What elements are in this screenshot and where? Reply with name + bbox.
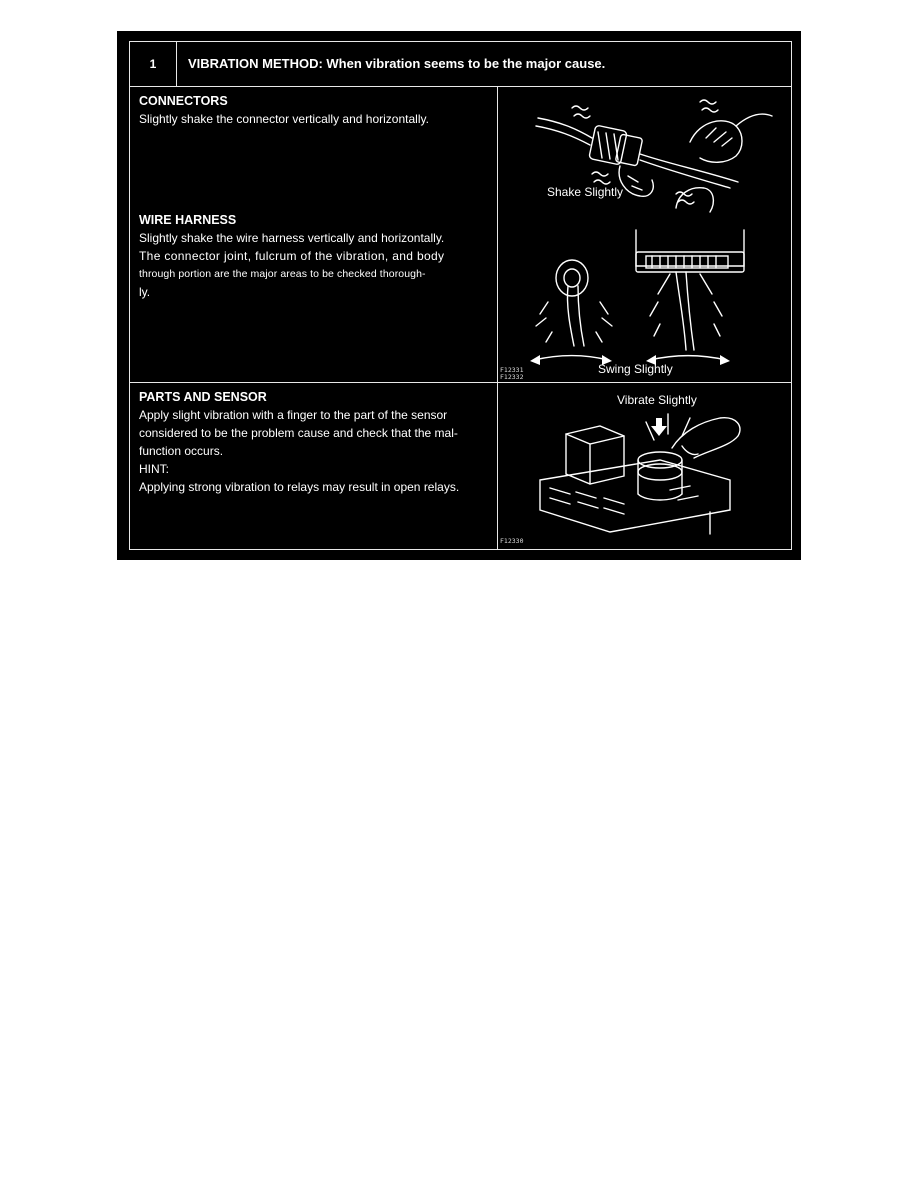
parts-sensor-line-2: considered to be the problem cause and check that the mal- xyxy=(139,426,458,440)
row-divider xyxy=(130,382,791,383)
sensor-figure-code: F12330 xyxy=(500,537,524,545)
connectors-heading: CONNECTORS xyxy=(139,94,228,108)
step-title: VIBRATION METHOD: When vibration seems to be the major cause. xyxy=(188,56,606,71)
hint-text: Applying strong vibration to relays may result in open relays. xyxy=(139,480,460,494)
connector-illustration xyxy=(500,90,790,215)
connectors-text: Slightly shake the connector vertically and horizontally. xyxy=(139,112,429,126)
swing-slightly-label: Swing Slightly xyxy=(598,362,673,376)
shake-slightly-label: Shake Slightly xyxy=(547,185,624,199)
harness-code-2: F12332 xyxy=(500,373,524,381)
wire-harness-section xyxy=(139,211,491,301)
column-divider xyxy=(497,86,498,549)
parts-sensor-line-1: Apply slight vibration with a finger to the part of the sensor xyxy=(139,408,448,422)
relay-finger-icon xyxy=(500,388,790,548)
wire-harness-line-4: ly. xyxy=(139,285,151,299)
harness-code-1: F12331 xyxy=(500,366,524,374)
parts-sensor-section xyxy=(139,388,491,496)
table-header xyxy=(130,42,791,87)
connectors-section xyxy=(139,92,491,128)
step-number: 1 xyxy=(130,42,177,86)
wire-harness-icon xyxy=(500,222,790,380)
parts-sensor-line-3: function occurs. xyxy=(139,444,224,458)
wire-harness-line-1: Slightly shake the wire harness vertically and horizontally. xyxy=(139,231,445,245)
sensor-illustration xyxy=(500,388,790,548)
instruction-table xyxy=(129,41,792,550)
parts-sensor-heading: PARTS AND SENSOR xyxy=(139,390,267,404)
connector-hands-icon xyxy=(500,90,790,215)
vibrate-slightly-label: Vibrate Slightly xyxy=(617,393,697,407)
wire-harness-line-3: through portion are the major areas to be checked thorough- xyxy=(139,268,426,280)
instruction-panel xyxy=(117,31,801,560)
harness-illustration xyxy=(500,222,790,380)
harness-figure-code xyxy=(500,367,523,381)
hint-label: HINT: xyxy=(139,462,169,476)
wire-harness-line-2: The connector joint, fulcrum of the vibration, and body xyxy=(139,249,445,263)
wire-harness-heading: WIRE HARNESS xyxy=(139,213,237,227)
